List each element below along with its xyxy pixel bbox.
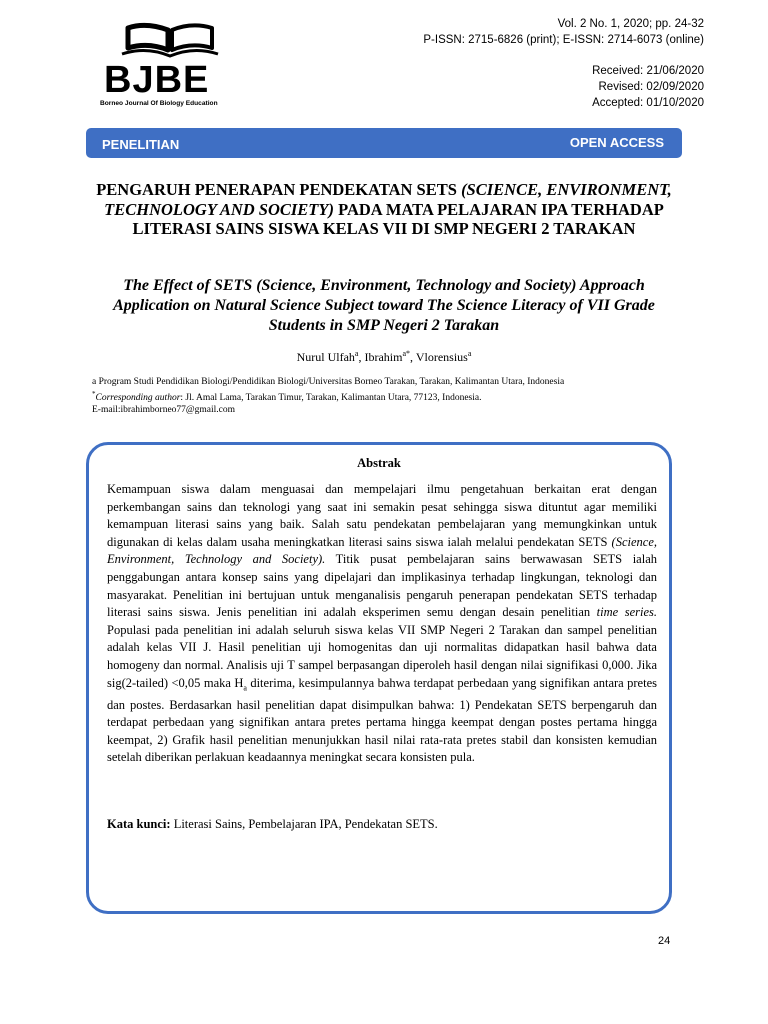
abstract-text: Populasi pada penelitian ini adalah seluruh siswa kelas VII SMP Negeri 2 Tarakan dan sampel penelitian adalah kelas VII J. Hasil penelitian uji homogenitas dan uji normalitas didapatkan hasil bahwa data homogeny dan normal. Analisis uji T sampel berpasangan diperoleh hasil dengan nilai signifikasi 0,000. Jika sig(2-tailed) <0,05 maka H xyxy=(107,622,657,690)
abstract-body xyxy=(107,481,657,767)
article-title xyxy=(90,180,678,239)
keywords-text: Literasi Sains, Pembelajaran IPA, Pendekatan SETS. xyxy=(170,817,438,831)
issn-info: P-ISSN: 2715-6826 (print); E-ISSN: 2714-6073 (online) xyxy=(423,34,704,46)
corresponding-author-line xyxy=(92,388,692,404)
volume-info: Vol. 2 No. 1, 2020; pp. 24-32 xyxy=(557,18,704,30)
journal-logo xyxy=(100,20,240,110)
keywords-line xyxy=(107,817,657,832)
corresponding-label: Corresponding author xyxy=(95,393,181,404)
abstract-text: Kemampuan siswa dalam menguasai dan mempelajari ilmu pengetahuan berkaitan erat dengan perkembangan sains dan teknologi yang saat ini semakin pesat sehingga siswa dituntut agar memiliki kemampuan literasi sains yang baik. Salah satu pendekatan pembelajaran yang memungkinkan untuk digunakan di kelas dalam usaha meningkatkan literasi sains siswa ialah melalui pendekatan SETS xyxy=(107,482,657,549)
article-type-label: PENELITIAN xyxy=(102,137,180,152)
hypothesis-subscript: a xyxy=(243,683,247,693)
abstract-italic-text: (Science, Environment, Technology and Society). xyxy=(107,534,657,567)
open-access-label: OPEN ACCESS xyxy=(569,135,664,150)
abstract-paragraph xyxy=(107,481,657,767)
affiliations xyxy=(92,376,692,416)
logo-subtitle: Borneo Journal Of Biology Education xyxy=(100,100,218,107)
abstract-text: diterima, kesimpulannya bahwa terdapat perbedaan yang signifikan antara pretes dan postes. Berdasarkan hasil penelitian dapat disimpulkan bahwa: 1) Pendekatan SETS berpengaruh dan terdapat perbedaan yang signifikan antara pretes pertama hingga keempat dengan postes pertama hingga keempat, 2) Grafik hasil penelitian menunjukkan hasil nilai rata-rata pretes stabil dan konsisten kemudian setelah diberikan perlakuan keadaannya meningkat secara konsisten pula. xyxy=(107,675,657,765)
abstract-italic-text: time series. xyxy=(596,605,657,620)
accepted-date: Accepted: 01/10/2020 xyxy=(592,97,704,109)
title-part: PADA MATA PELAJARAN IPA TERHADAP LITERASI SAINS SISWA KELAS VII DI SMP NEGERI 2 TARAKAN xyxy=(132,199,664,238)
abstract-heading: Abstrak xyxy=(357,456,401,470)
author-affiliation-mark: a xyxy=(467,349,472,358)
abstract-text: Titik pusat pembelajaran sains berwawasan SETS ialah penggabungan antara konsep sains yang dipelajari dan implikasinya terhadap lingkungan, teknologi dan masyarakat. Penelitian ini bertujuan untuk menganalisis pengaruh penerapan pendekatan SETS terhadap literasi sains siswa. Jenis penelitian ini adalah eksperimen semu dengan desain penelitian xyxy=(107,552,657,620)
article-title-english: The Effect of SETS (Science, Environment, Technology and Society) Approach Application on Natural Science Subject toward The Science Literacy of VII Grade Students in SMP Negeri 2 Tarakan xyxy=(113,277,655,334)
corresponding-mark: * xyxy=(92,390,96,398)
email-line: E-mail:ibrahimborneo77@gmail.com xyxy=(92,405,236,416)
abstract-box xyxy=(86,442,672,914)
author-affiliation-mark: a* xyxy=(402,349,411,358)
author-list xyxy=(90,349,678,365)
author-name: Ibrahim xyxy=(364,350,403,364)
article-type-banner xyxy=(86,128,682,158)
author-separator: , xyxy=(410,350,416,364)
title-part: PENGARUH PENERAPAN PENDEKATAN SETS xyxy=(96,180,462,199)
title-italic-part: (SCIENCE, ENVIRONMENT, TECHNOLOGY AND SOCIETY) xyxy=(104,180,672,219)
corresponding-address: : Jl. Amal Lama, Tarakan Timur, Tarakan, Kalimantan Utara, 77123, Indonesia. xyxy=(180,393,482,404)
keywords-label: Kata kunci: xyxy=(107,817,171,831)
logo-text: BJBE xyxy=(104,59,210,101)
revised-date: Revised: 02/09/2020 xyxy=(598,81,704,93)
open-book-icon xyxy=(120,20,220,62)
affiliation-line: a Program Studi Pendidikan Biologi/Pendidikan Biologi/Universitas Borneo Tarakan, Tarakan, Kalimantan Utara, Indonesia xyxy=(92,377,565,387)
journal-meta xyxy=(423,16,704,111)
author-affiliation-mark: a xyxy=(354,349,359,358)
page-number: 24 xyxy=(658,935,671,947)
received-date: Received: 21/06/2020 xyxy=(592,65,704,77)
author-name: Nurul Ulfah xyxy=(296,350,355,364)
author-name: Vlorensius xyxy=(415,350,468,364)
author-separator: , xyxy=(358,350,365,364)
